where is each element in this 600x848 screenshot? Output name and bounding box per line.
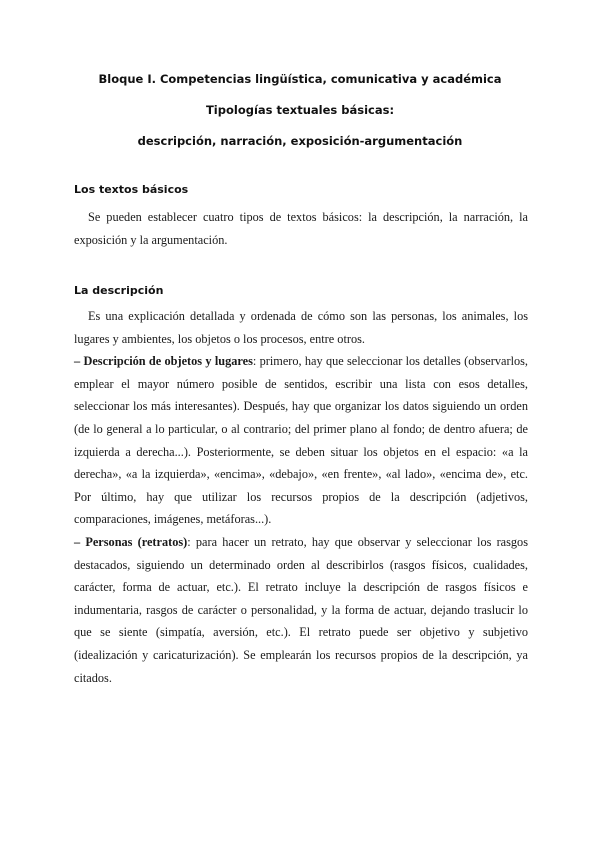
people-lead: – Personas (retratos) [74,534,188,549]
description-body [74,305,528,689]
people-text: : para hacer un retrato, hay que observar y seleccionar los rasgos destacados, siguiendo un determinado orden al describirlos (rasgos físicos, cualidades, carácter, forma de actuar, etc.). El retrato incluye la descripción de rasgos físicos e indumentaria, rasgos de carácter o personalidad, y la forma de actuar, dejando traslucir lo que se siente (simpatía, aversión, etc.). El retrato puede ser objetivo y subjetivo (idealización y caricaturización). Se emplearán los recursos propios de la descripción, ya citados. [74,534,528,685]
objects-paragraph [74,350,528,531]
header-subtitle: Tipologías textuales básicas: [205,103,395,117]
header-topics: descripción, narración, exposición-argumentación [137,134,463,148]
section-title-basic-texts: Los textos básicos [74,183,189,196]
people-paragraph [74,531,528,689]
section-title-description: La descripción [74,284,164,297]
description-intro: Es una explicación detallada y ordenada de cómo son las personas, los animales, los lugares y ambientes, los objetos o los procesos, entre otros. [74,309,528,346]
basic-texts-body [74,206,528,251]
header-title: Bloque I. Competencias lingüística, comunicativa y académica [98,72,502,86]
basic-texts-paragraph: Se pueden establecer cuatro tipos de textos básicos: la descripción, la narración, la exposición y la argumentación. [74,210,528,247]
objects-lead: – Descripción de objetos y lugares [74,354,253,369]
objects-text: : primero, hay que seleccionar los detalles (observarlos, emplear el mayor número posible de sentidos, escribir una lista con esos detalles, seleccionar los más interesantes). Después, hay que organizar los datos siguiendo un orden (de lo general a lo particular, o al contrario; del primer plano al fondo; de dentro afuera; de izquierda a derecha...). Posteriormente, se deben situar los objetos en el espacio: «a la derecha», «a la izquierda», «encima», «debajo», «en frente», «al lado», «encima de», etc. Por último, hay que utilizar los recursos propios de la descripción (adjetivos, comparaciones, imágenes, metáforas...). [74,354,528,527]
